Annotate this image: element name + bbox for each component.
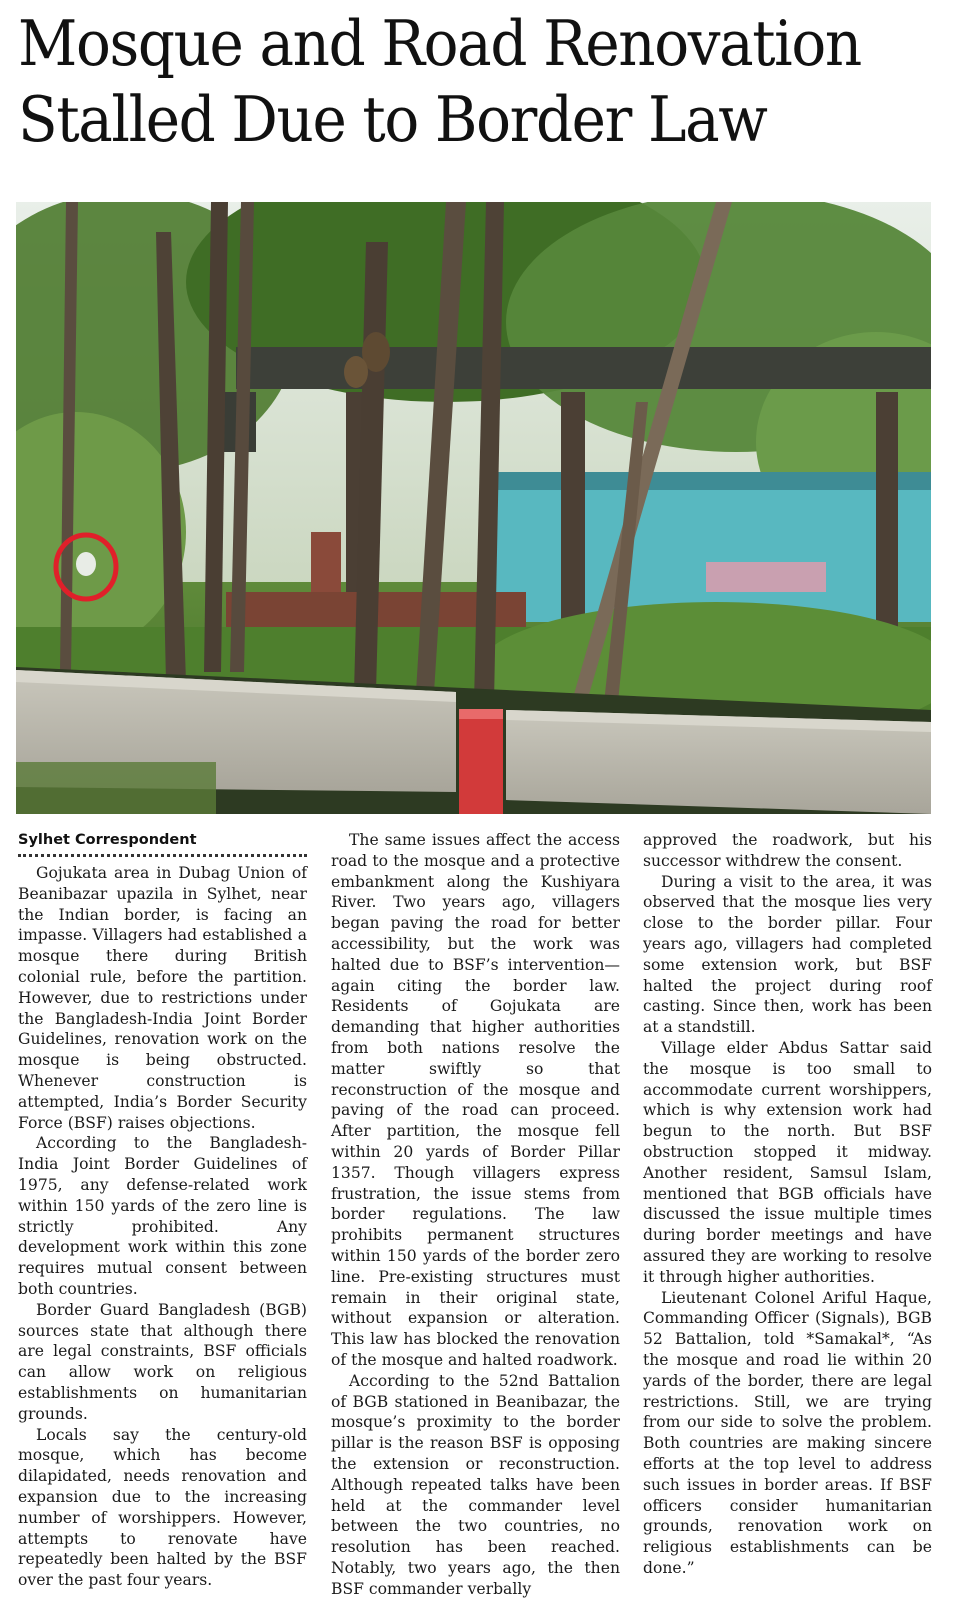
paragraph-continuation: approved the roadwork, but his successor withdrew the consent. [643,831,932,870]
paragraph: The same issues affect the access road to the mosque and a protective embankment along the Kushiyara River. Two years ago, villagers began paving the road for better accessibility, but the work was halted due to BSF’s intervention—again citing the border law. Residents of Gojukata are demanding that higher authorities from both nations resolve the matter swiftly so that reconstruction of the mosque and paving of the road can proceed. After partition, the mosque fell within 20 yards of Border Pillar 1357. Though villagers express frustration, the issue stems from border regulations. The law prohibits permanent structures within 150 yards of the border zero line. Pre-existing structures must remain in their original state, without expansion or alteration. This law has blocked the renovation of the mosque and halted roadwork. [331,831,620,1369]
headline-line-2: Stalled Due to Border Law [18,83,767,156]
article-photo [16,202,931,814]
paragraph: Gojukata area in Dubag Union of Beanibazar upazila in Sylhet, near the Indian border, is facing an impasse. Villagers had established a mosque there during British colonial rule, before the partition. However, due to restrictions under the Bangladesh-India Joint Border Guidelines, renovation work on the mosque is being obstructed. Whenever construction is attempted, India’s Border Security Force (BSF) raises objections. [18,864,307,1132]
paragraph: Border Guard Bangladesh (BGB) sources state that although there are legal constraints, BSF officials can allow work on religious establishments on humanitarian grounds. [18,1300,307,1423]
paragraph: Village elder Abdus Sattar said the mosque is too small to accommodate current worshippers, which is why extension work had begun to the north. But BSF obstruction stopped it midway. Another resident, Samsul Islam, mentioned that BGB officials have discussed the issue multiple times during border meetings and have assured they are working to resolve it through higher authorities. [643,1038,932,1286]
mosque-site-photo [16,202,931,814]
byline: Sylhet Correspondent [18,830,307,857]
paragraph: Locals say the century-old mosque, which has become dilapidated, needs renovation and expansion due to the increasing number of worshippers. However, attempts to renovate have repeatedly been halted by the BSF over the past four years. [18,1425,307,1590]
border-pillar [459,709,503,814]
article-column-3 [643,830,932,1579]
headline [18,6,864,158]
paragraph: Lieutenant Colonel Ariful Haque, Commanding Officer (Signals), BGB 52 Battalion, told *Samakal*, “As the mosque and road lie within 20 yards of the border, there are legal restrictions. Still, we are trying from our side to solve the problem. Both countries are making sincere efforts at the top level to address such issues in border areas. If BSF officers consider humanitarian grounds, renovation work on religious establishments can be done.” [643,1288,932,1577]
article-column-1 [18,830,307,1591]
paragraph: According to the Bangladesh-India Joint Border Guidelines of 1975, any defense-related work within 150 yards of the zero line is strictly prohibited. Any development work within this zone requires mutual consent between both countries. [18,1134,307,1298]
paragraph: According to the 52nd Battalion of BGB stationed in Beanibazar, the mosque’s proximity to the border pillar is the reason BSF is opposing the extension or reconstruction. Although repeated talks have been held at the commander level between the two countries, no resolution has been reached. Notably, two years ago, the then BSF commander verbally [331,1371,620,1598]
paragraph: During a visit to the area, it was observed that the mosque lies very close to the border pillar. Four years ago, villagers had completed some extension work, but BSF halted the project during roof casting. Since then, work has been at a standstill. [643,872,932,1037]
headline-line-1: Mosque and Road Renovation [18,7,861,80]
article-column-2 [331,830,620,1599]
